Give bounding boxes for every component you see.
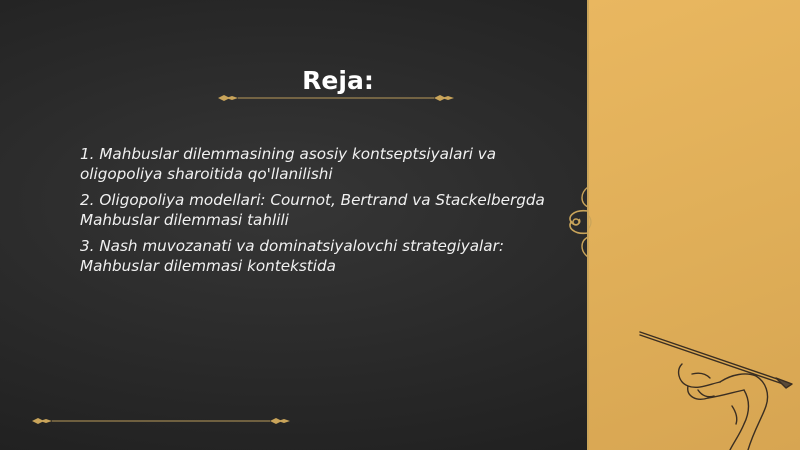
agenda-item: 1. Mahbuslar dilemmasining asosiy kontseptsiyalari va oligopoliya sharoitida qo'llanilishi: [80, 145, 497, 183]
agenda-item: 2. Oligopoliya modellari: Cournot, Bertrand va Stackelbergda Mahbuslar dilemmasi tahlili: [80, 191, 545, 229]
hand-writing-quill-icon: [636, 326, 800, 450]
slide-title: Reja:: [302, 66, 374, 95]
flourish-ornament-icon: [562, 183, 594, 261]
bottom-rule-ornament: [30, 416, 292, 426]
title-underline-ornament: [216, 93, 456, 103]
agenda-list: [80, 144, 550, 282]
agenda-item: 3. Nash muvozanati va dominatsiyalovchi strategiyalar: Mahbuslar dilemmasi kontekstida: [80, 237, 504, 275]
